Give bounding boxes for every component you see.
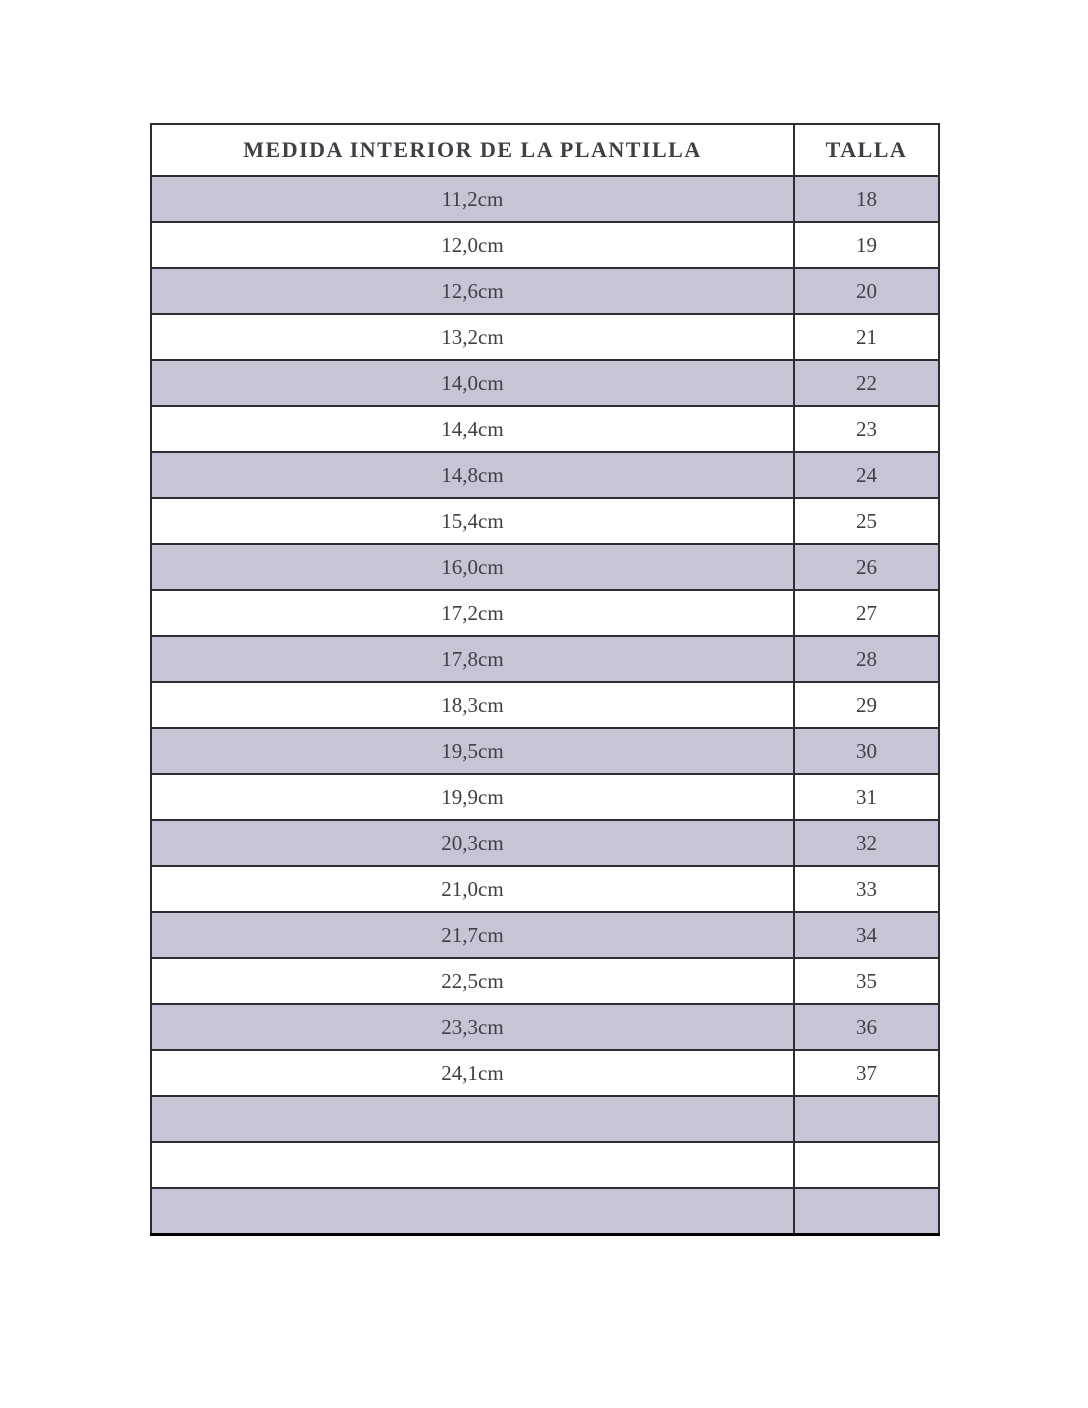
table-row (151, 728, 939, 774)
medida-cell: 16,0cm (151, 544, 794, 590)
medida-cell (151, 1188, 794, 1234)
header-talla: TALLA (794, 124, 939, 176)
talla-cell: 23 (794, 406, 939, 452)
talla-cell (794, 1188, 939, 1234)
size-table-body (151, 176, 939, 1234)
talla-cell: 20 (794, 268, 939, 314)
table-row (151, 222, 939, 268)
table-row (151, 360, 939, 406)
table-row (151, 636, 939, 682)
medida-cell: 23,3cm (151, 1004, 794, 1050)
talla-cell: 33 (794, 866, 939, 912)
talla-cell: 36 (794, 1004, 939, 1050)
table-row (151, 314, 939, 360)
table-row (151, 820, 939, 866)
table-row (151, 176, 939, 222)
talla-cell: 22 (794, 360, 939, 406)
size-chart-table (150, 123, 940, 1236)
table-row (151, 590, 939, 636)
talla-cell: 25 (794, 498, 939, 544)
talla-cell: 27 (794, 590, 939, 636)
talla-cell: 28 (794, 636, 939, 682)
header-medida: MEDIDA INTERIOR DE LA PLANTILLA (151, 124, 794, 176)
talla-cell: 18 (794, 176, 939, 222)
table-row (151, 1096, 939, 1142)
medida-cell: 21,7cm (151, 912, 794, 958)
table-row (151, 912, 939, 958)
medida-cell: 20,3cm (151, 820, 794, 866)
medida-cell: 18,3cm (151, 682, 794, 728)
medida-cell: 17,2cm (151, 590, 794, 636)
medida-cell: 22,5cm (151, 958, 794, 1004)
medida-cell: 21,0cm (151, 866, 794, 912)
medida-cell: 13,2cm (151, 314, 794, 360)
talla-cell: 37 (794, 1050, 939, 1096)
table-row (151, 268, 939, 314)
table-row (151, 1050, 939, 1096)
talla-cell: 30 (794, 728, 939, 774)
talla-cell: 21 (794, 314, 939, 360)
medida-cell: 14,8cm (151, 452, 794, 498)
table-row (151, 544, 939, 590)
medida-cell: 14,0cm (151, 360, 794, 406)
medida-cell: 12,0cm (151, 222, 794, 268)
medida-cell: 14,4cm (151, 406, 794, 452)
table-row (151, 774, 939, 820)
talla-cell: 19 (794, 222, 939, 268)
talla-cell: 26 (794, 544, 939, 590)
talla-cell: 34 (794, 912, 939, 958)
table-row (151, 452, 939, 498)
table-row (151, 866, 939, 912)
talla-cell (794, 1096, 939, 1142)
medida-cell: 17,8cm (151, 636, 794, 682)
talla-cell: 31 (794, 774, 939, 820)
medida-cell: 19,5cm (151, 728, 794, 774)
medida-cell: 19,9cm (151, 774, 794, 820)
table-row (151, 1142, 939, 1188)
medida-cell (151, 1142, 794, 1188)
table-row (151, 498, 939, 544)
talla-cell: 29 (794, 682, 939, 728)
talla-cell (794, 1142, 939, 1188)
talla-cell: 24 (794, 452, 939, 498)
table-row (151, 406, 939, 452)
table-row (151, 682, 939, 728)
talla-cell: 35 (794, 958, 939, 1004)
table-row (151, 958, 939, 1004)
table-row (151, 1188, 939, 1234)
table-row (151, 1004, 939, 1050)
medida-cell: 24,1cm (151, 1050, 794, 1096)
medida-cell: 12,6cm (151, 268, 794, 314)
medida-cell: 15,4cm (151, 498, 794, 544)
medida-cell: 11,2cm (151, 176, 794, 222)
header-row (151, 124, 939, 176)
talla-cell: 32 (794, 820, 939, 866)
medida-cell (151, 1096, 794, 1142)
